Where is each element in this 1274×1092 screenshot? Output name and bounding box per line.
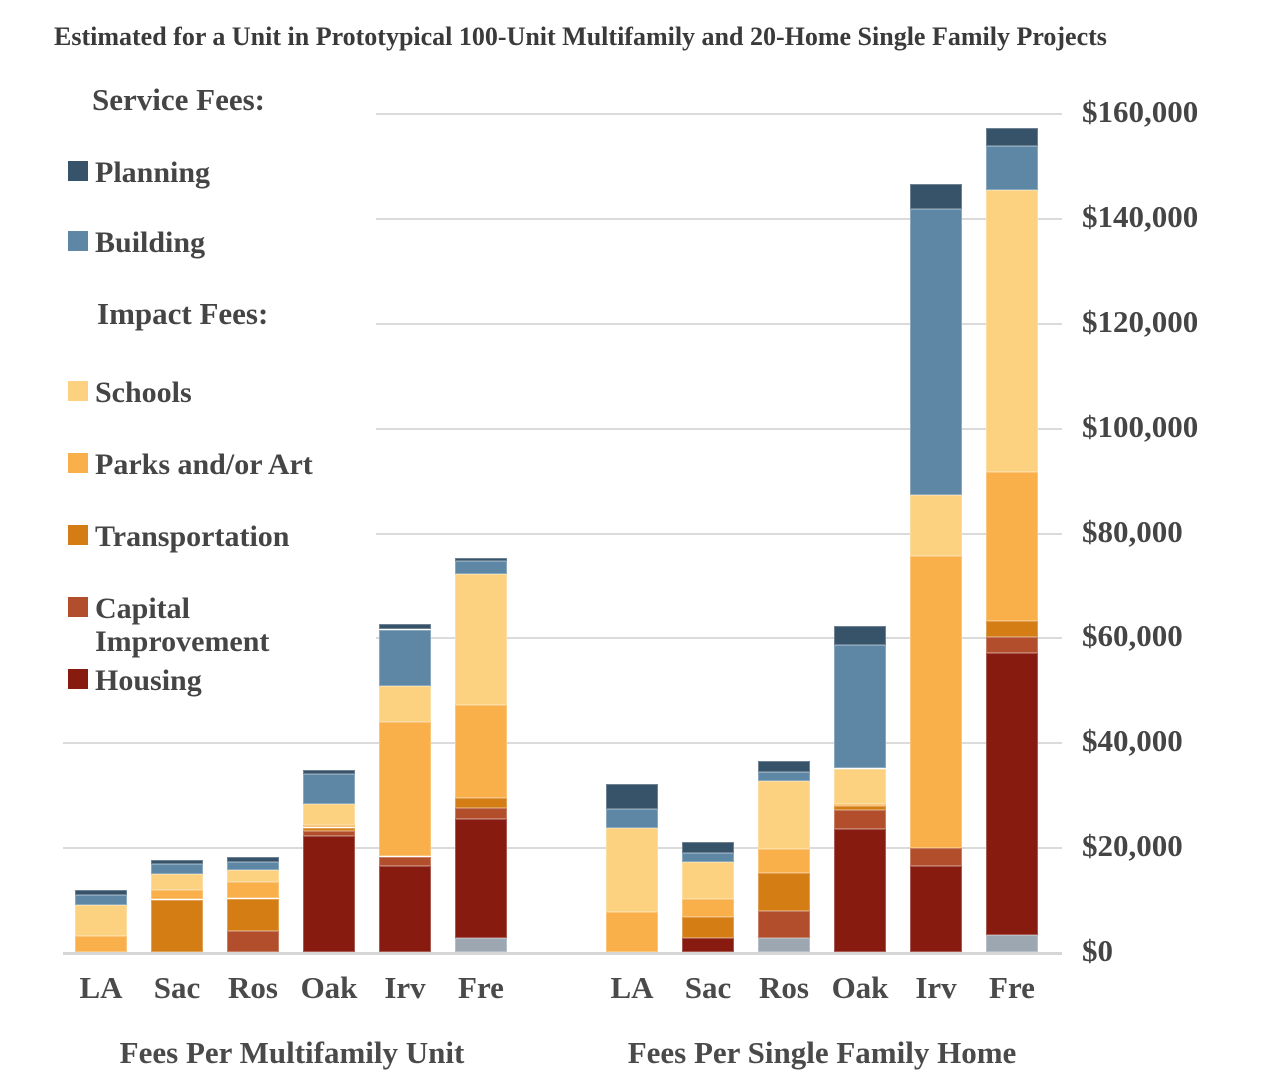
gridline-0 [63,952,1062,955]
bar-segment-single-family-Ros-other [758,938,810,952]
bar-segment-single-family-Fre-building [986,146,1038,190]
bar-segment-multifamily-Irv-housing [379,866,431,952]
bar-segment-multifamily-Sac-transportation [151,900,203,952]
legend-swatch-capital_improvement [68,597,88,617]
bar-segment-multifamily-Irv-schools [379,686,431,723]
bar-segment-single-family-Oak-transportation [834,806,886,810]
group-caption-single-family: Fees Per Single Family Home [627,1035,1017,1070]
x-label-multifamily-Ros: Ros [228,970,278,1005]
legend-item-parks [68,448,358,518]
x-label-multifamily-Fre: Fre [458,970,504,1005]
bar-segment-single-family-Irv-capital_improvement [910,848,962,866]
x-label-single-family-Oak: Oak [831,970,889,1005]
bar-segment-multifamily-Sac-schools [151,874,203,890]
y-tick-label-0: $0 [1082,933,1113,968]
legend-label-schools: Schools [95,376,192,409]
bar-segment-multifamily-Ros-parks [227,882,279,899]
bar-segment-single-family-Irv-parks [910,556,962,848]
bar-segment-multifamily-Fre-capital_improvement [455,808,507,819]
bar-segment-multifamily-Irv-capital_improvement [379,857,431,866]
x-label-single-family-LA: LA [610,970,654,1005]
bar-segment-multifamily-Fre-housing [455,819,507,938]
bar-segment-single-family-Fre-planning [986,128,1038,146]
bar-segment-single-family-Sac-housing [682,938,734,952]
legend-label-planning: Planning [95,156,211,189]
legend-swatch-parks [68,453,88,473]
bar-segment-single-family-Sac-parks [682,899,734,917]
bar-segment-single-family-Ros-building [758,772,810,781]
bar-segment-single-family-Oak-building [834,645,886,769]
bar-segment-multifamily-Fre-schools [455,574,507,705]
bar-segment-single-family-Fre-parks [986,472,1038,621]
bar-segment-multifamily-Ros-building [227,862,279,870]
bar-segment-multifamily-Irv-planning [379,624,431,630]
bar-segment-multifamily-Fre-parks [455,705,507,798]
legend-header-impact-fees: Impact Fees: [97,296,269,331]
bar-segment-multifamily-Fre-building [455,561,507,574]
bar-segment-multifamily-Irv-building [379,630,431,686]
bar-segment-single-family-Oak-housing [834,829,886,952]
legend-item-schools [68,376,358,446]
bar-segment-multifamily-LA-parks [75,936,127,952]
bar-segment-single-family-LA-parks [606,912,658,952]
legend-item-housing [68,664,358,734]
bar-segment-multifamily-Sac-planning [151,860,203,864]
legend-item-transportation [68,520,358,590]
bar-segment-single-family-Sac-schools [682,862,734,899]
legend [56,78,376,706]
bar-segment-single-family-Sac-building [682,853,734,862]
x-label-single-family-Fre: Fre [989,970,1035,1005]
bar-segment-single-family-LA-planning [606,784,658,809]
bar-segment-multifamily-Oak-housing [303,836,355,952]
x-label-single-family-Ros: Ros [759,970,809,1005]
bar-segment-single-family-Irv-building [910,209,962,495]
bar-segment-single-family-Irv-schools [910,495,962,556]
bar-segment-single-family-Oak-parks [834,804,886,807]
y-tick-label-80000: $80,000 [1082,514,1183,549]
legend-label-building: Building [95,226,206,259]
x-label-single-family-Sac: Sac [684,970,732,1005]
legend-label-housing: Housing [95,664,202,697]
y-tick-label-140000: $140,000 [1082,199,1199,234]
bar-segment-single-family-Ros-parks [758,849,810,873]
legend-swatch-schools [68,381,88,401]
legend-label-parks: Parks and/or Art [95,448,313,481]
bar-segment-single-family-Sac-transportation [682,917,734,938]
bar-segment-single-family-Oak-capital_improvement [834,810,886,829]
bar-segment-multifamily-Oak-schools [303,804,355,826]
bar-segment-single-family-Ros-transportation [758,873,810,911]
x-label-multifamily-Oak: Oak [300,970,358,1005]
bar-segment-multifamily-Oak-capital_improvement [303,831,355,836]
bar-segment-single-family-Irv-planning [910,184,962,209]
bar-segment-multifamily-Oak-building [303,774,355,804]
bar-segment-single-family-Ros-planning [758,761,810,773]
bar-segment-multifamily-Ros-transportation [227,899,279,931]
bar-segment-multifamily-Irv-parks [379,722,431,856]
legend-item-building [68,226,358,296]
chart-title: Estimated for a Unit in Prototypical 100-Unit Multifamily and 20-Home Single Family Projects [54,22,1107,51]
bar-segment-multifamily-Ros-schools [227,870,279,882]
bar-segment-multifamily-Ros-capital_improvement [227,931,279,953]
y-tick-label-60000: $60,000 [1082,618,1183,653]
bar-segment-single-family-Irv-housing [910,866,962,952]
bar-segment-multifamily-Sac-building [151,864,203,874]
legend-item-capital_improvement [68,592,358,662]
bar-segment-single-family-Fre-schools [986,190,1038,472]
bar-segment-multifamily-LA-planning [75,890,127,896]
bar-segment-single-family-Fre-other [986,935,1038,952]
bar-segment-multifamily-Fre-other [455,938,507,952]
legend-label-transportation: Transportation [95,520,290,553]
legend-swatch-planning [68,161,88,181]
bar-segment-multifamily-Fre-planning [455,558,507,561]
bar-segment-single-family-Ros-capital_improvement [758,911,810,938]
bar-segment-single-family-Fre-capital_improvement [986,637,1038,653]
x-label-multifamily-Irv: Irv [384,970,426,1005]
bar-segment-single-family-Ros-schools [758,781,810,849]
bar-segment-multifamily-Oak-planning [303,770,355,774]
bar-segment-multifamily-Sac-parks [151,890,203,899]
y-tick-label-120000: $120,000 [1082,304,1199,339]
y-tick-label-100000: $100,000 [1082,409,1199,444]
x-label-multifamily-Sac: Sac [153,970,201,1005]
legend-swatch-building [68,231,88,251]
legend-item-planning [68,156,358,226]
legend-swatch-transportation [68,525,88,545]
bar-segment-multifamily-Oak-transportation [303,828,355,831]
bar-segment-single-family-LA-building [606,809,658,828]
group-caption-multifamily: Fees Per Multifamily Unit [119,1035,465,1070]
bar-segment-single-family-Fre-housing [986,653,1038,935]
bar-segment-multifamily-LA-building [75,895,127,905]
y-tick-label-160000: $160,000 [1082,94,1199,129]
y-tick-label-20000: $20,000 [1082,828,1183,863]
bar-segment-single-family-Oak-planning [834,626,886,644]
bar-segment-single-family-Oak-schools [834,769,886,804]
y-tick-label-40000: $40,000 [1082,723,1183,758]
bar-segment-single-family-Fre-transportation [986,621,1038,637]
bar-segment-single-family-LA-schools [606,828,658,912]
legend-header-service-fees: Service Fees: [92,82,265,117]
bar-segment-multifamily-Oak-parks [303,825,355,827]
bar-segment-multifamily-LA-schools [75,905,127,936]
x-label-multifamily-LA: LA [79,970,123,1005]
bar-segment-multifamily-Ros-planning [227,857,279,862]
bar-segment-single-family-Sac-planning [682,842,734,853]
x-label-single-family-Irv: Irv [915,970,957,1005]
legend-swatch-housing [68,669,88,689]
bar-segment-multifamily-Fre-transportation [455,798,507,808]
legend-label-capital_improvement: Capital Improvement [95,592,270,658]
